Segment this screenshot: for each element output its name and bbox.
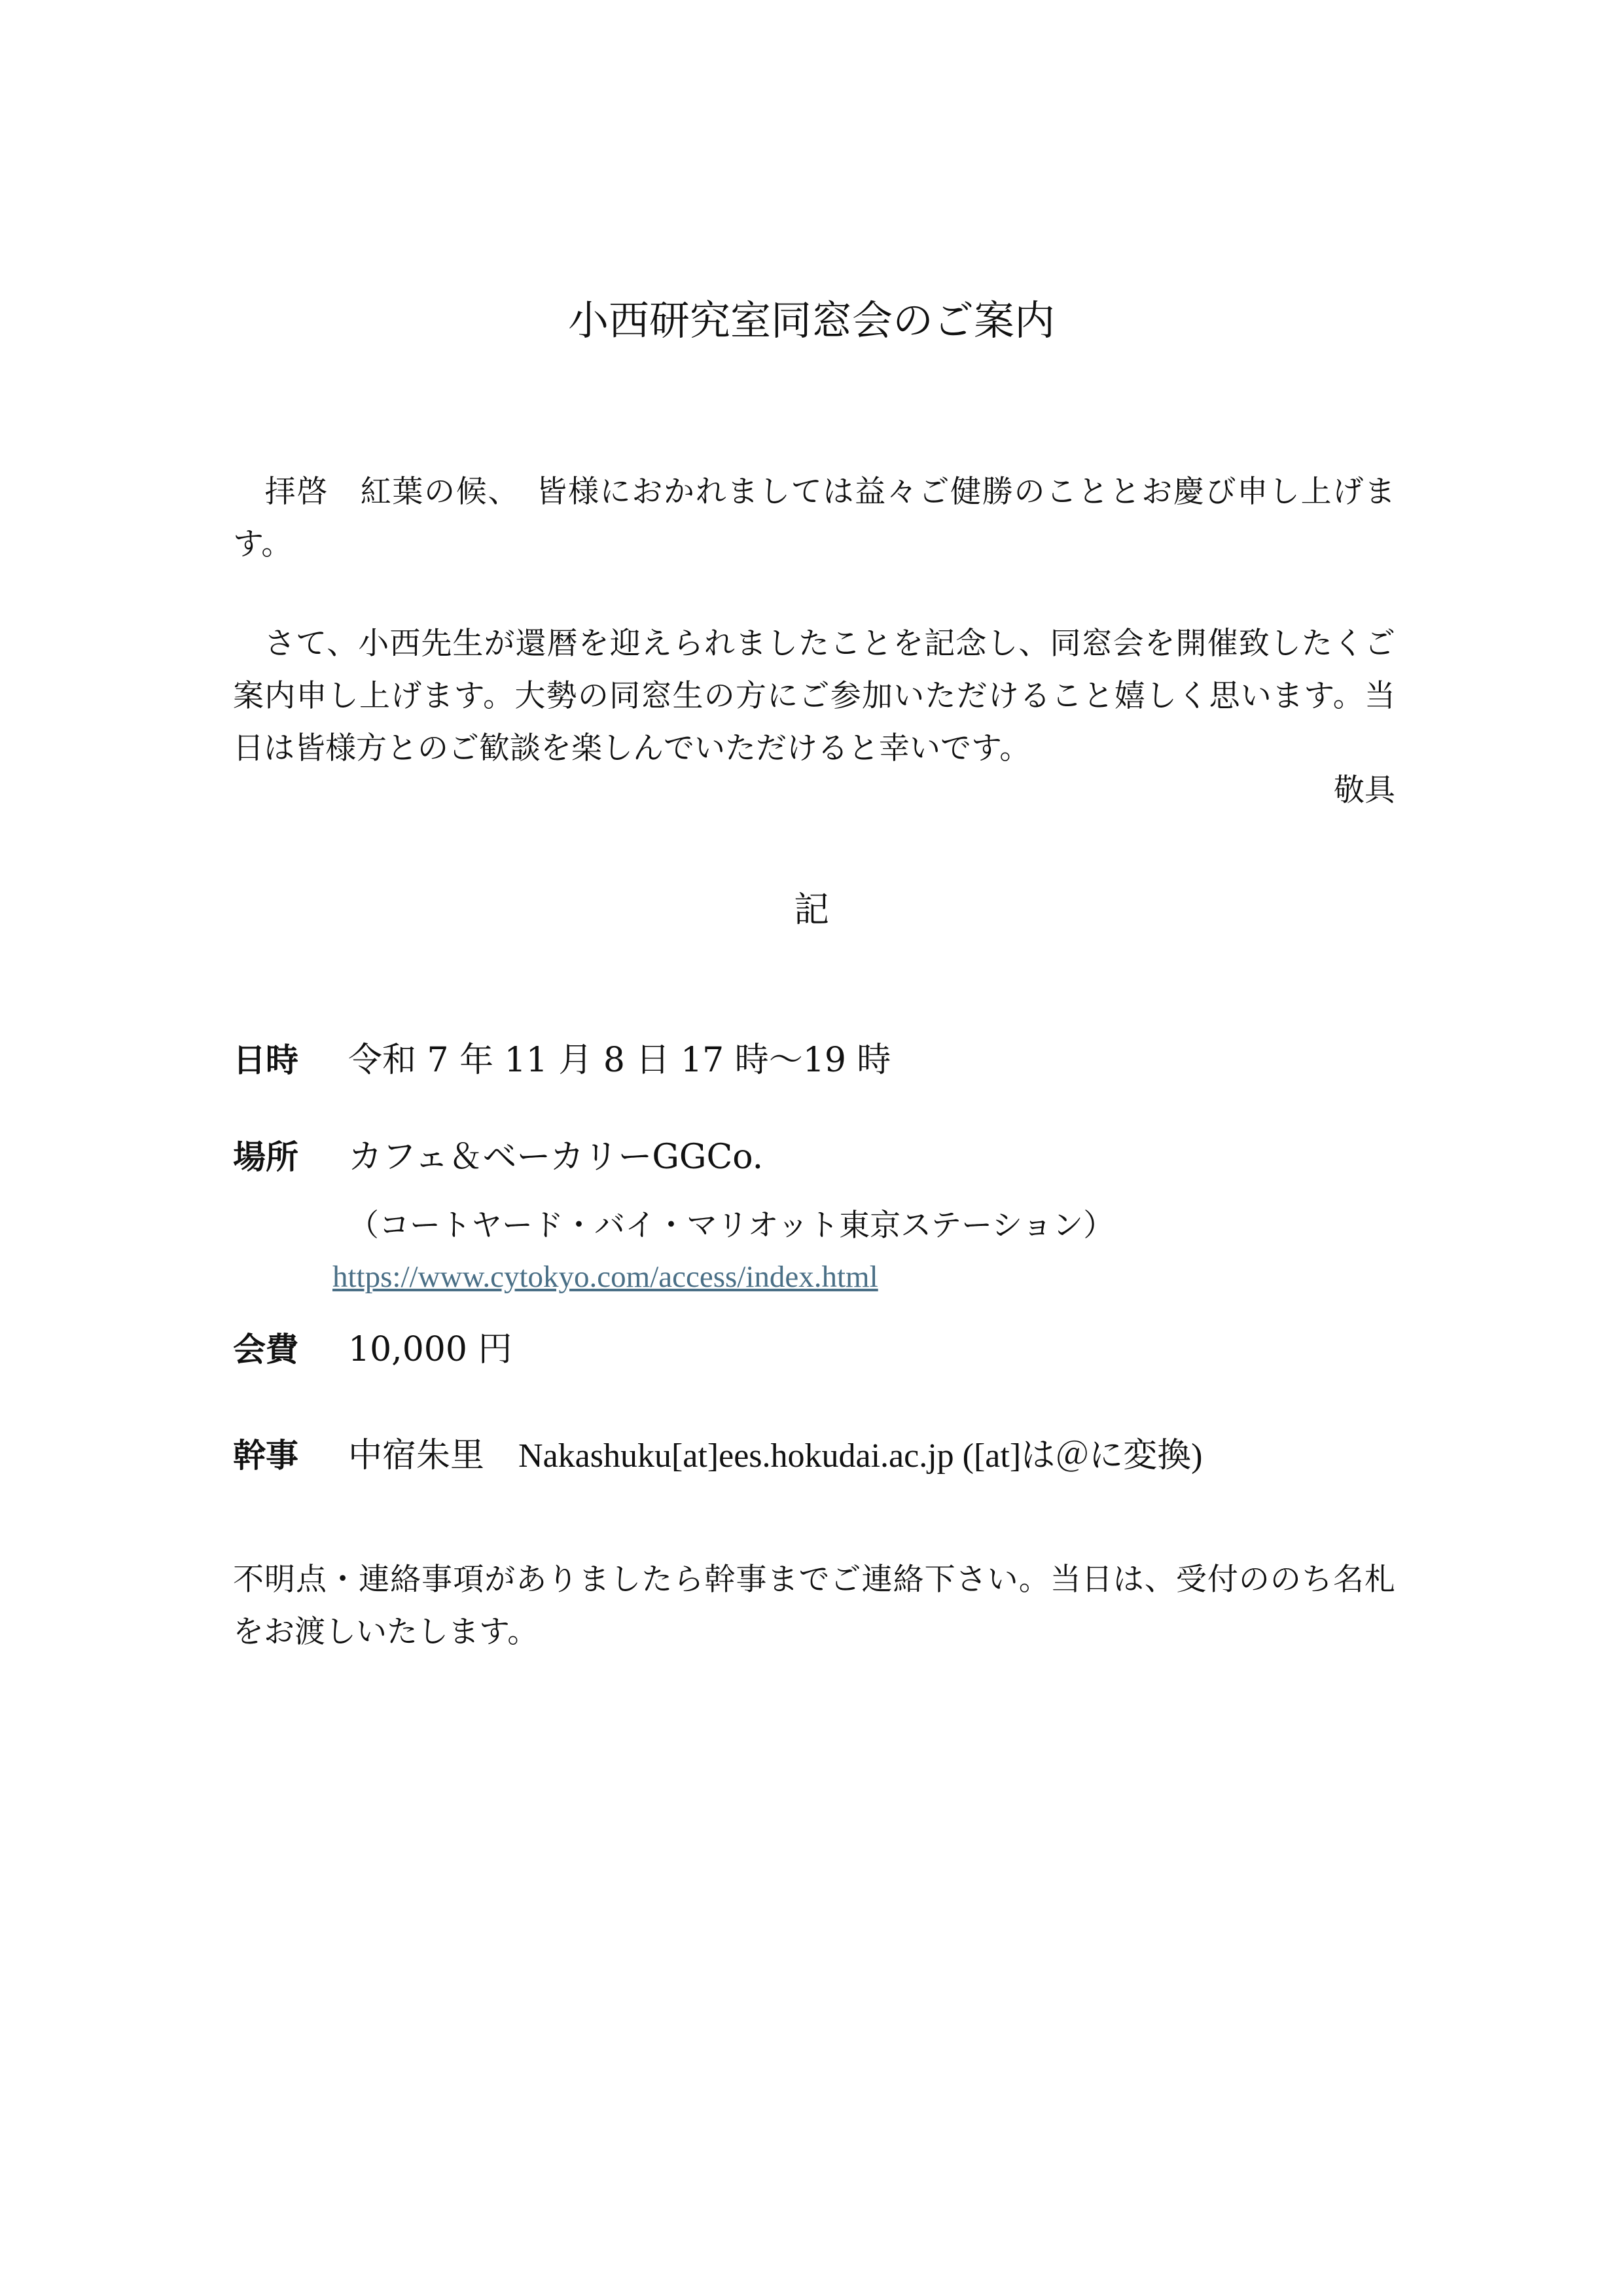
venue-link[interactable]: https://www.cytokyo.com/access/index.html xyxy=(332,1260,878,1294)
invitation-paragraph xyxy=(233,618,1395,775)
greeting-text: 拝啓 紅葉の候、 皆様におかれましては益々ご健勝のこととお慶び申し上げます。 xyxy=(233,474,1395,562)
venue-value: カフェ＆ベーカリーGGCo. xyxy=(348,1138,764,1177)
venue-label: 場所 xyxy=(233,1138,298,1176)
closing-phrase: 敬具 xyxy=(1334,772,1395,808)
notes-heading: 記 xyxy=(794,889,829,930)
contact-value xyxy=(348,1429,1202,1482)
datetime-value: 令和 7 年 11 月 8 日 17 時～19 時 xyxy=(348,1041,891,1080)
page-title: 小西研究室同窓会のご案内 xyxy=(567,296,1055,344)
contact-email: Nakashuku[at]ees.hokudai.ac.jp xyxy=(518,1437,954,1475)
greeting-paragraph xyxy=(233,466,1395,571)
contact-name: 中宿朱里 xyxy=(348,1436,485,1475)
fee-value: 10,000 円 xyxy=(348,1330,512,1369)
contact-email-note: ([at]は＠に変換) xyxy=(954,1437,1203,1475)
fee-label: 会費 xyxy=(233,1331,298,1369)
datetime-label: 日時 xyxy=(233,1041,298,1079)
footer-note: 不明点・連絡事項がありましたら幹事までご連絡下さい。当日は、受付ののち名札をお渡しいたします。 xyxy=(233,1562,1395,1650)
contact-label: 幹事 xyxy=(233,1437,298,1475)
venue-subtitle: （コートヤード・バイ・マリオット東京ステーション） xyxy=(348,1208,1115,1244)
invitation-text: さて、小西先生が還暦を迎えられましたことを記念し、同窓会を開催致したくご案内申し上げます。大勢の同窓生の方にご参加いただけること嬉しく思います。当日は皆様方とのご歓談を楽しんでいただけると幸いです。 xyxy=(233,626,1395,766)
